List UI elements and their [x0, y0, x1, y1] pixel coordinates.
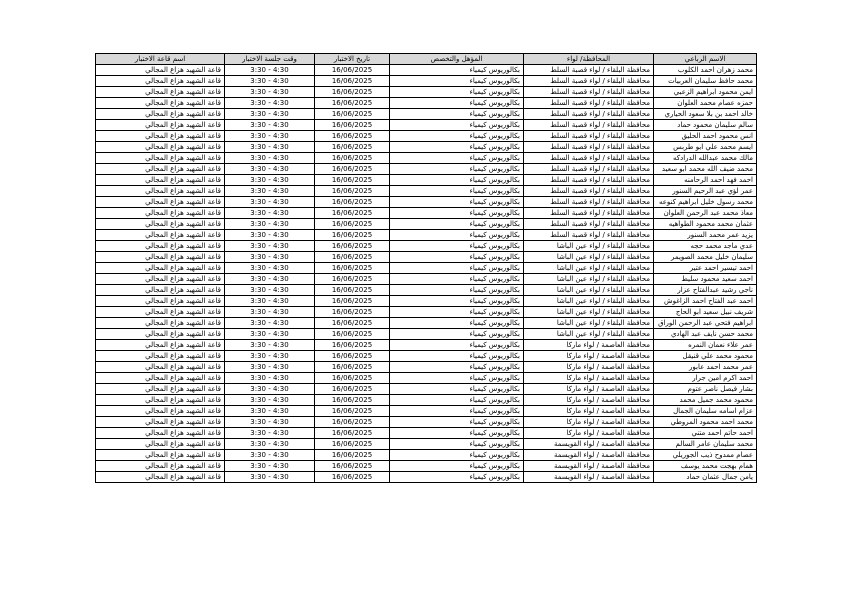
cell-hall: قاعة الشهيد هزاع المجالي [96, 109, 225, 120]
cell-time: 3:30 - 4:30 [225, 98, 315, 109]
cell-qualification: بكالوريوس كيمياء [390, 417, 524, 428]
cell-qualification: بكالوريوس كيمياء [390, 208, 524, 219]
cell-time: 3:30 - 4:30 [225, 120, 315, 131]
table-row [96, 384, 757, 395]
cell-date: 16/06/2025 [315, 428, 390, 439]
cell-qualification: بكالوريوس كيمياء [390, 87, 524, 98]
table-row [96, 153, 757, 164]
cell-date: 16/06/2025 [315, 417, 390, 428]
cell-hall: قاعة الشهيد هزاع المجالي [96, 351, 225, 362]
cell-qualification: بكالوريوس كيمياء [390, 329, 524, 340]
cell-region: محافظة العاصمة / لواء القويسمة [524, 450, 654, 461]
cell-region: محافظة البلقاء / لواء عين الباشا [524, 285, 654, 296]
cell-date: 16/06/2025 [315, 219, 390, 230]
cell-date: 16/06/2025 [315, 384, 390, 395]
cell-region: محافظة العاصمة / لواء ماركا [524, 373, 654, 384]
cell-name: احمد سعيد محمود سليط [654, 274, 757, 285]
cell-qualification: بكالوريوس كيمياء [390, 186, 524, 197]
cell-name: ابراهيم فتحي عبد الرحمن الوراق [654, 318, 757, 329]
cell-time: 3:30 - 4:30 [225, 428, 315, 439]
cell-region: محافظة البلقاء / لواء قصبة السلط [524, 131, 654, 142]
cell-name: مالك محمد عبدالله الدرادكه [654, 153, 757, 164]
header-qualification: المؤهل والتخصص [390, 54, 524, 65]
table-row [96, 131, 757, 142]
cell-date: 16/06/2025 [315, 450, 390, 461]
cell-region: محافظة البلقاء / لواء عين الباشا [524, 241, 654, 252]
table-row [96, 439, 757, 450]
header-date: تاريخ الاختبار [315, 54, 390, 65]
cell-name: ايسم محمد علي ابو طربس [654, 142, 757, 153]
cell-time: 3:30 - 4:30 [225, 406, 315, 417]
cell-hall: قاعة الشهيد هزاع المجالي [96, 384, 225, 395]
cell-date: 16/06/2025 [315, 175, 390, 186]
cell-date: 16/06/2025 [315, 252, 390, 263]
cell-region: محافظة البلقاء / لواء قصبة السلط [524, 219, 654, 230]
cell-qualification: بكالوريوس كيمياء [390, 307, 524, 318]
cell-qualification: بكالوريوس كيمياء [390, 472, 524, 483]
cell-date: 16/06/2025 [315, 263, 390, 274]
cell-hall: قاعة الشهيد هزاع المجالي [96, 318, 225, 329]
table-row [96, 362, 757, 373]
cell-hall: قاعة الشهيد هزاع المجالي [96, 175, 225, 186]
cell-date: 16/06/2025 [315, 153, 390, 164]
cell-qualification: بكالوريوس كيمياء [390, 274, 524, 285]
cell-qualification: بكالوريوس كيمياء [390, 461, 524, 472]
cell-time: 3:30 - 4:30 [225, 362, 315, 373]
table-row [96, 472, 757, 483]
table-row [96, 318, 757, 329]
cell-name: محمد حافظ سليمان العربيات [654, 76, 757, 87]
cell-qualification: بكالوريوس كيمياء [390, 406, 524, 417]
cell-time: 3:30 - 4:30 [225, 274, 315, 285]
cell-qualification: بكالوريوس كيمياء [390, 120, 524, 131]
table-row [96, 351, 757, 362]
table-row [96, 241, 757, 252]
cell-qualification: بكالوريوس كيمياء [390, 263, 524, 274]
cell-hall: قاعة الشهيد هزاع المجالي [96, 406, 225, 417]
cell-name: محمد احمد محمود المروطي [654, 417, 757, 428]
cell-time: 3:30 - 4:30 [225, 450, 315, 461]
cell-hall: قاعة الشهيد هزاع المجالي [96, 340, 225, 351]
table-row [96, 186, 757, 197]
cell-qualification: بكالوريوس كيمياء [390, 219, 524, 230]
cell-qualification: بكالوريوس كيمياء [390, 109, 524, 120]
cell-qualification: بكالوريوس كيمياء [390, 351, 524, 362]
cell-qualification: بكالوريوس كيمياء [390, 439, 524, 450]
cell-name: عمر لؤي عبد الرحيم السنور [654, 186, 757, 197]
cell-date: 16/06/2025 [315, 131, 390, 142]
cell-time: 3:30 - 4:30 [225, 351, 315, 362]
cell-region: محافظة البلقاء / لواء قصبة السلط [524, 208, 654, 219]
cell-name: عمر محمد احمد عابور [654, 362, 757, 373]
cell-date: 16/06/2025 [315, 285, 390, 296]
cell-qualification: بكالوريوس كيمياء [390, 296, 524, 307]
cell-time: 3:30 - 4:30 [225, 241, 315, 252]
table-row [96, 307, 757, 318]
cell-hall: قاعة الشهيد هزاع المجالي [96, 373, 225, 384]
cell-name: محمود محمد علي قنيقل [654, 351, 757, 362]
cell-region: محافظة البلقاء / لواء قصبة السلط [524, 186, 654, 197]
cell-date: 16/06/2025 [315, 274, 390, 285]
cell-qualification: بكالوريوس كيمياء [390, 450, 524, 461]
table-row [96, 87, 757, 98]
table-row [96, 98, 757, 109]
table-row [96, 428, 757, 439]
cell-date: 16/06/2025 [315, 241, 390, 252]
cell-hall: قاعة الشهيد هزاع المجالي [96, 76, 225, 87]
table-row [96, 329, 757, 340]
exam-schedule-sheet [95, 53, 756, 483]
cell-time: 3:30 - 4:30 [225, 329, 315, 340]
cell-hall: قاعة الشهيد هزاع المجالي [96, 329, 225, 340]
cell-region: محافظة البلقاء / لواء قصبة السلط [524, 109, 654, 120]
cell-qualification: بكالوريوس كيمياء [390, 65, 524, 76]
table-row [96, 417, 757, 428]
cell-hall: قاعة الشهيد هزاع المجالي [96, 131, 225, 142]
cell-name: محمد رسول خليل ابراهيم كنوعه [654, 197, 757, 208]
cell-region: محافظة البلقاء / لواء قصبة السلط [524, 98, 654, 109]
cell-name: همام بهجت محمد يوسف [654, 461, 757, 472]
cell-date: 16/06/2025 [315, 164, 390, 175]
cell-region: محافظة البلقاء / لواء قصبة السلط [524, 142, 654, 153]
cell-name: يامن جمال عثمان حماد [654, 472, 757, 483]
cell-name: محمد زهران احمد الكلوب [654, 65, 757, 76]
cell-region: محافظة البلقاء / لواء قصبة السلط [524, 230, 654, 241]
cell-date: 16/06/2025 [315, 351, 390, 362]
cell-region: محافظة البلقاء / لواء عين الباشا [524, 252, 654, 263]
cell-qualification: بكالوريوس كيمياء [390, 362, 524, 373]
cell-region: محافظة البلقاء / لواء عين الباشا [524, 263, 654, 274]
exam-schedule-table [95, 53, 757, 483]
cell-region: محافظة البلقاء / لواء عين الباشا [524, 329, 654, 340]
cell-qualification: بكالوريوس كيمياء [390, 142, 524, 153]
cell-date: 16/06/2025 [315, 472, 390, 483]
cell-hall: قاعة الشهيد هزاع المجالي [96, 285, 225, 296]
cell-time: 3:30 - 4:30 [225, 186, 315, 197]
table-row [96, 450, 757, 461]
cell-name: محمود محمد جميل محمد [654, 395, 757, 406]
cell-region: محافظة البلقاء / لواء عين الباشا [524, 296, 654, 307]
cell-date: 16/06/2025 [315, 362, 390, 373]
cell-name: يزيد عمر محمد السنور [654, 230, 757, 241]
cell-time: 3:30 - 4:30 [225, 87, 315, 98]
cell-hall: قاعة الشهيد هزاع المجالي [96, 252, 225, 263]
cell-qualification: بكالوريوس كيمياء [390, 384, 524, 395]
cell-name: محمد حسن نايف عبد الهادي [654, 329, 757, 340]
cell-region: محافظة البلقاء / لواء قصبة السلط [524, 120, 654, 131]
cell-qualification: بكالوريوس كيمياء [390, 197, 524, 208]
table-row [96, 395, 757, 406]
cell-qualification: بكالوريوس كيمياء [390, 340, 524, 351]
cell-region: محافظة البلقاء / لواء عين الباشا [524, 318, 654, 329]
cell-hall: قاعة الشهيد هزاع المجالي [96, 362, 225, 373]
cell-region: محافظة البلقاء / لواء قصبة السلط [524, 87, 654, 98]
cell-region: محافظة البلقاء / لواء قصبة السلط [524, 153, 654, 164]
cell-time: 3:30 - 4:30 [225, 307, 315, 318]
cell-qualification: بكالوريوس كيمياء [390, 285, 524, 296]
cell-hall: قاعة الشهيد هزاع المجالي [96, 439, 225, 450]
cell-region: محافظة البلقاء / لواء قصبة السلط [524, 65, 654, 76]
cell-name: عدي ماجد محمد حجه [654, 241, 757, 252]
table-row [96, 76, 757, 87]
cell-name: سليمان خليل محمد الصويمر [654, 252, 757, 263]
table-row [96, 285, 757, 296]
table-row [96, 263, 757, 274]
cell-name: انس محمود احمد الحليق [654, 131, 757, 142]
cell-date: 16/06/2025 [315, 307, 390, 318]
cell-name: احمد حاتم احمد متني [654, 428, 757, 439]
cell-region: محافظة العاصمة / لواء القويسمة [524, 461, 654, 472]
cell-region: محافظة العاصمة / لواء ماركا [524, 428, 654, 439]
cell-region: محافظة البلقاء / لواء قصبة السلط [524, 164, 654, 175]
cell-qualification: بكالوريوس كيمياء [390, 252, 524, 263]
cell-date: 16/06/2025 [315, 76, 390, 87]
cell-time: 3:30 - 4:30 [225, 219, 315, 230]
cell-name: حمزه عصام محمد العلوان [654, 98, 757, 109]
cell-hall: قاعة الشهيد هزاع المجالي [96, 263, 225, 274]
cell-date: 16/06/2025 [315, 208, 390, 219]
cell-date: 16/06/2025 [315, 439, 390, 450]
table-row [96, 175, 757, 186]
header-time: وقت جلسة الاختبار [225, 54, 315, 65]
cell-date: 16/06/2025 [315, 186, 390, 197]
cell-date: 16/06/2025 [315, 461, 390, 472]
table-row [96, 274, 757, 285]
cell-region: محافظة العاصمة / لواء ماركا [524, 406, 654, 417]
cell-region: محافظة العاصمة / لواء القويسمة [524, 439, 654, 450]
cell-hall: قاعة الشهيد هزاع المجالي [96, 153, 225, 164]
cell-name: خالد احمد بن بلا سعود الحياري [654, 109, 757, 120]
cell-qualification: بكالوريوس كيمياء [390, 175, 524, 186]
cell-name: عثمان محمد محمود الطواهيه [654, 219, 757, 230]
cell-region: محافظة البلقاء / لواء قصبة السلط [524, 76, 654, 87]
table-row [96, 65, 757, 76]
cell-time: 3:30 - 4:30 [225, 395, 315, 406]
table-row [96, 296, 757, 307]
cell-date: 16/06/2025 [315, 65, 390, 76]
cell-time: 3:30 - 4:30 [225, 340, 315, 351]
table-row [96, 208, 757, 219]
cell-qualification: بكالوريوس كيمياء [390, 428, 524, 439]
cell-date: 16/06/2025 [315, 98, 390, 109]
cell-time: 3:30 - 4:30 [225, 373, 315, 384]
cell-date: 16/06/2025 [315, 395, 390, 406]
cell-date: 16/06/2025 [315, 197, 390, 208]
cell-time: 3:30 - 4:30 [225, 142, 315, 153]
cell-time: 3:30 - 4:30 [225, 230, 315, 241]
cell-hall: قاعة الشهيد هزاع المجالي [96, 296, 225, 307]
cell-qualification: بكالوريوس كيمياء [390, 230, 524, 241]
cell-time: 3:30 - 4:30 [225, 131, 315, 142]
cell-time: 3:30 - 4:30 [225, 65, 315, 76]
table-row [96, 219, 757, 230]
cell-qualification: بكالوريوس كيمياء [390, 164, 524, 175]
table-row [96, 340, 757, 351]
cell-qualification: بكالوريوس كيمياء [390, 76, 524, 87]
table-row [96, 252, 757, 263]
cell-time: 3:30 - 4:30 [225, 384, 315, 395]
cell-name: سالم سليمان محمود حماد [654, 120, 757, 131]
cell-hall: قاعة الشهيد هزاع المجالي [96, 164, 225, 175]
cell-hall: قاعة الشهيد هزاع المجالي [96, 472, 225, 483]
cell-date: 16/06/2025 [315, 373, 390, 384]
header-region: المحافظة/ لواء [524, 54, 654, 65]
cell-time: 3:30 - 4:30 [225, 109, 315, 120]
cell-name: محمد ضيف الله محمد ابو سعيد [654, 164, 757, 175]
cell-qualification: بكالوريوس كيمياء [390, 98, 524, 109]
table-row [96, 373, 757, 384]
table-row [96, 461, 757, 472]
cell-name: بشار فيصل ناصر عتوم [654, 384, 757, 395]
cell-time: 3:30 - 4:30 [225, 417, 315, 428]
cell-hall: قاعة الشهيد هزاع المجالي [96, 197, 225, 208]
cell-name: عزام اسامه سليمان الجمال [654, 406, 757, 417]
cell-time: 3:30 - 4:30 [225, 76, 315, 87]
cell-hall: قاعة الشهيد هزاع المجالي [96, 428, 225, 439]
cell-hall: قاعة الشهيد هزاع المجالي [96, 307, 225, 318]
cell-qualification: بكالوريوس كيمياء [390, 241, 524, 252]
cell-name: احمد فهد احمد الرحامنه [654, 175, 757, 186]
cell-time: 3:30 - 4:30 [225, 263, 315, 274]
cell-hall: قاعة الشهيد هزاع المجالي [96, 98, 225, 109]
cell-date: 16/06/2025 [315, 406, 390, 417]
cell-hall: قاعة الشهيد هزاع المجالي [96, 241, 225, 252]
cell-time: 3:30 - 4:30 [225, 252, 315, 263]
cell-name: احمد تيسير احمد عتير [654, 263, 757, 274]
cell-date: 16/06/2025 [315, 109, 390, 120]
cell-hall: قاعة الشهيد هزاع المجالي [96, 461, 225, 472]
cell-name: عصام ممدوح ذيب الجوريلي [654, 450, 757, 461]
table-row [96, 142, 757, 153]
cell-date: 16/06/2025 [315, 87, 390, 98]
cell-name: احمد اكرم امين جرار [654, 373, 757, 384]
cell-time: 3:30 - 4:30 [225, 296, 315, 307]
cell-name: ايمن محمود ابراهيم الزعبي [654, 87, 757, 98]
cell-hall: قاعة الشهيد هزاع المجالي [96, 230, 225, 241]
cell-hall: قاعة الشهيد هزاع المجالي [96, 65, 225, 76]
cell-hall: قاعة الشهيد هزاع المجالي [96, 87, 225, 98]
table-row [96, 197, 757, 208]
cell-region: محافظة العاصمة / لواء ماركا [524, 417, 654, 428]
cell-qualification: بكالوريوس كيمياء [390, 153, 524, 164]
cell-date: 16/06/2025 [315, 230, 390, 241]
cell-hall: قاعة الشهيد هزاع المجالي [96, 450, 225, 461]
header-name: الاسم الرباعي [654, 54, 757, 65]
cell-qualification: بكالوريوس كيمياء [390, 131, 524, 142]
table-row [96, 120, 757, 131]
cell-region: محافظة العاصمة / لواء القويسمة [524, 472, 654, 483]
cell-name: عمر علاء نعمان النمره [654, 340, 757, 351]
cell-time: 3:30 - 4:30 [225, 472, 315, 483]
cell-date: 16/06/2025 [315, 296, 390, 307]
header-hall: اسم قاعة الاختبار [96, 54, 225, 65]
table-header-row [96, 54, 757, 65]
cell-date: 16/06/2025 [315, 329, 390, 340]
cell-region: محافظة العاصمة / لواء ماركا [524, 384, 654, 395]
cell-name: محمد سليمان عامر السالم [654, 439, 757, 450]
cell-hall: قاعة الشهيد هزاع المجالي [96, 142, 225, 153]
table-row [96, 109, 757, 120]
cell-region: محافظة البلقاء / لواء قصبة السلط [524, 175, 654, 186]
cell-region: محافظة العاصمة / لواء ماركا [524, 362, 654, 373]
cell-qualification: بكالوريوس كيمياء [390, 373, 524, 384]
cell-name: معاذ محمد عبد الرحمن العلوان [654, 208, 757, 219]
cell-date: 16/06/2025 [315, 142, 390, 153]
cell-name: احمد عبد الفتاح احمد الزاغوش [654, 296, 757, 307]
cell-hall: قاعة الشهيد هزاع المجالي [96, 120, 225, 131]
cell-date: 16/06/2025 [315, 120, 390, 131]
cell-hall: قاعة الشهيد هزاع المجالي [96, 219, 225, 230]
cell-region: محافظة العاصمة / لواء ماركا [524, 395, 654, 406]
cell-region: محافظة البلقاء / لواء عين الباشا [524, 274, 654, 285]
cell-hall: قاعة الشهيد هزاع المجالي [96, 274, 225, 285]
cell-hall: قاعة الشهيد هزاع المجالي [96, 395, 225, 406]
table-row [96, 406, 757, 417]
cell-name: ناجي رشيد عبدالفتاح عزار [654, 285, 757, 296]
cell-time: 3:30 - 4:30 [225, 461, 315, 472]
cell-region: محافظة العاصمة / لواء ماركا [524, 351, 654, 362]
cell-time: 3:30 - 4:30 [225, 164, 315, 175]
cell-date: 16/06/2025 [315, 318, 390, 329]
cell-time: 3:30 - 4:30 [225, 285, 315, 296]
cell-date: 16/06/2025 [315, 340, 390, 351]
cell-time: 3:30 - 4:30 [225, 153, 315, 164]
cell-hall: قاعة الشهيد هزاع المجالي [96, 186, 225, 197]
cell-hall: قاعة الشهيد هزاع المجالي [96, 417, 225, 428]
cell-qualification: بكالوريوس كيمياء [390, 318, 524, 329]
table-row [96, 164, 757, 175]
cell-region: محافظة البلقاء / لواء قصبة السلط [524, 197, 654, 208]
cell-region: محافظة البلقاء / لواء عين الباشا [524, 307, 654, 318]
cell-time: 3:30 - 4:30 [225, 208, 315, 219]
table-row [96, 230, 757, 241]
cell-time: 3:30 - 4:30 [225, 318, 315, 329]
cell-name: شريف نبيل سعيد ابو الحاج [654, 307, 757, 318]
cell-time: 3:30 - 4:30 [225, 197, 315, 208]
cell-time: 3:30 - 4:30 [225, 439, 315, 450]
cell-qualification: بكالوريوس كيمياء [390, 395, 524, 406]
cell-region: محافظة العاصمة / لواء ماركا [524, 340, 654, 351]
cell-time: 3:30 - 4:30 [225, 175, 315, 186]
cell-hall: قاعة الشهيد هزاع المجالي [96, 208, 225, 219]
